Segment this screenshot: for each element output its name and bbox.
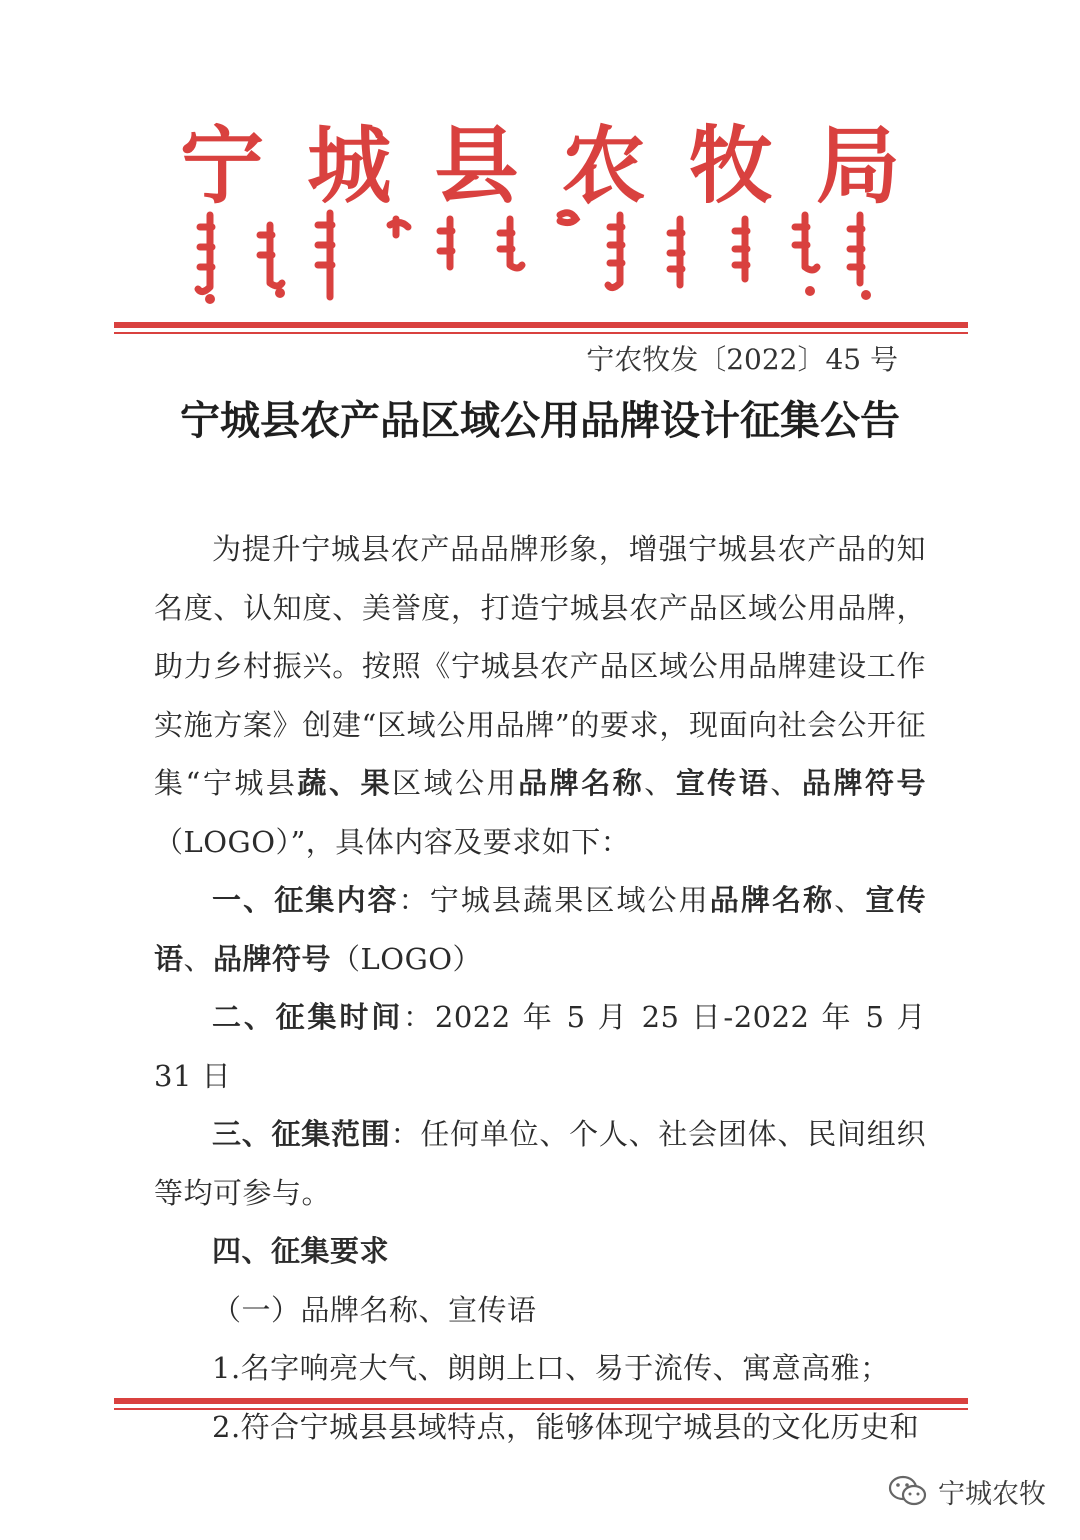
section-bold-text: 品牌符号: [213, 941, 332, 976]
intro-bold-text: 品牌符号: [801, 766, 926, 800]
section-text: 、: [183, 941, 214, 976]
org-name-char: 县: [434, 116, 519, 215]
section-text: ：宁城县蔬果区域公用: [398, 883, 710, 917]
section-content: [154, 871, 926, 988]
document-body: [154, 520, 926, 1456]
footer-divider-thin: [114, 1408, 968, 1410]
section-heading: 四、征集要求: [212, 1234, 390, 1268]
intro-text: 区域公用: [392, 766, 519, 800]
document-title: 宁城县农产品区域公用品牌设计征集公告: [180, 398, 900, 444]
requirement-item: 1.名字响亮大气、朗朗上口、易于流传、寓意高雅；: [212, 1351, 890, 1385]
org-name-char: 局: [815, 116, 900, 215]
section-text: （LOGO）: [331, 941, 483, 976]
requirement-item: 2.符合宁城县县域特点，能够体现宁城县的文化历史和: [212, 1409, 920, 1444]
intro-bold-text: 蔬、果: [297, 766, 393, 800]
intro-bold-text: 品牌名称: [518, 766, 645, 800]
section-heading: 二、征集时间: [212, 1000, 404, 1034]
org-name-char: 农: [561, 116, 646, 215]
subsection-heading: （一）品牌名称、宣传语: [212, 1292, 537, 1327]
footer-divider-thick: [114, 1398, 968, 1404]
intro-text: （LOGO）”，具体内容及要求如下：: [154, 824, 631, 859]
header-divider-thick: [114, 322, 968, 328]
section-text: 、: [834, 883, 866, 917]
section-bold-text: 宣传语: [154, 883, 926, 976]
org-name-char: 牧: [688, 116, 773, 215]
intro-text: 、: [644, 766, 676, 800]
watermark-label: 宁城农牧: [938, 1478, 1046, 1510]
org-name-header: [180, 118, 900, 214]
section-text: ：任何单位、个人、社会团体、民间组织等均可参与。: [154, 1117, 926, 1210]
org-name-mongolian: [190, 205, 880, 305]
org-name-char: 城: [307, 116, 392, 215]
document-number: 宁农牧发〔2022〕45 号: [586, 343, 898, 376]
intro-text: 为提升宁城县农产品品牌形象，增强宁城县农产品的知名度、认知度、美誉度，打造宁城县农产品区域公用品牌，助力乡村振兴。按照《宁城县农产品区域公用品牌建设工作实施方案》创建“区域公用品牌”的要求，现面向社会公开征集“宁城县: [154, 532, 926, 800]
header-divider-thin: [114, 332, 968, 334]
intro-paragraph: [154, 520, 926, 871]
section-heading: 一、征集内容: [212, 883, 399, 917]
section-heading: 三、征集范围: [212, 1117, 391, 1151]
section-time: [154, 988, 926, 1105]
section-scope: [154, 1105, 926, 1222]
section-text: ：2022 年 5 月 25 日-2022 年 5 月 31 日: [154, 1000, 926, 1093]
wechat-icon: [888, 1474, 928, 1508]
intro-text: 、: [770, 766, 802, 800]
section-requirements: [154, 1222, 926, 1281]
section-bold-text: 品牌名称: [709, 883, 835, 917]
org-name-char: 宁: [180, 116, 265, 215]
wechat-watermark: [888, 1468, 1046, 1514]
mongolian-script-graphic: [190, 205, 880, 305]
intro-bold-text: 宣传语: [675, 766, 771, 800]
